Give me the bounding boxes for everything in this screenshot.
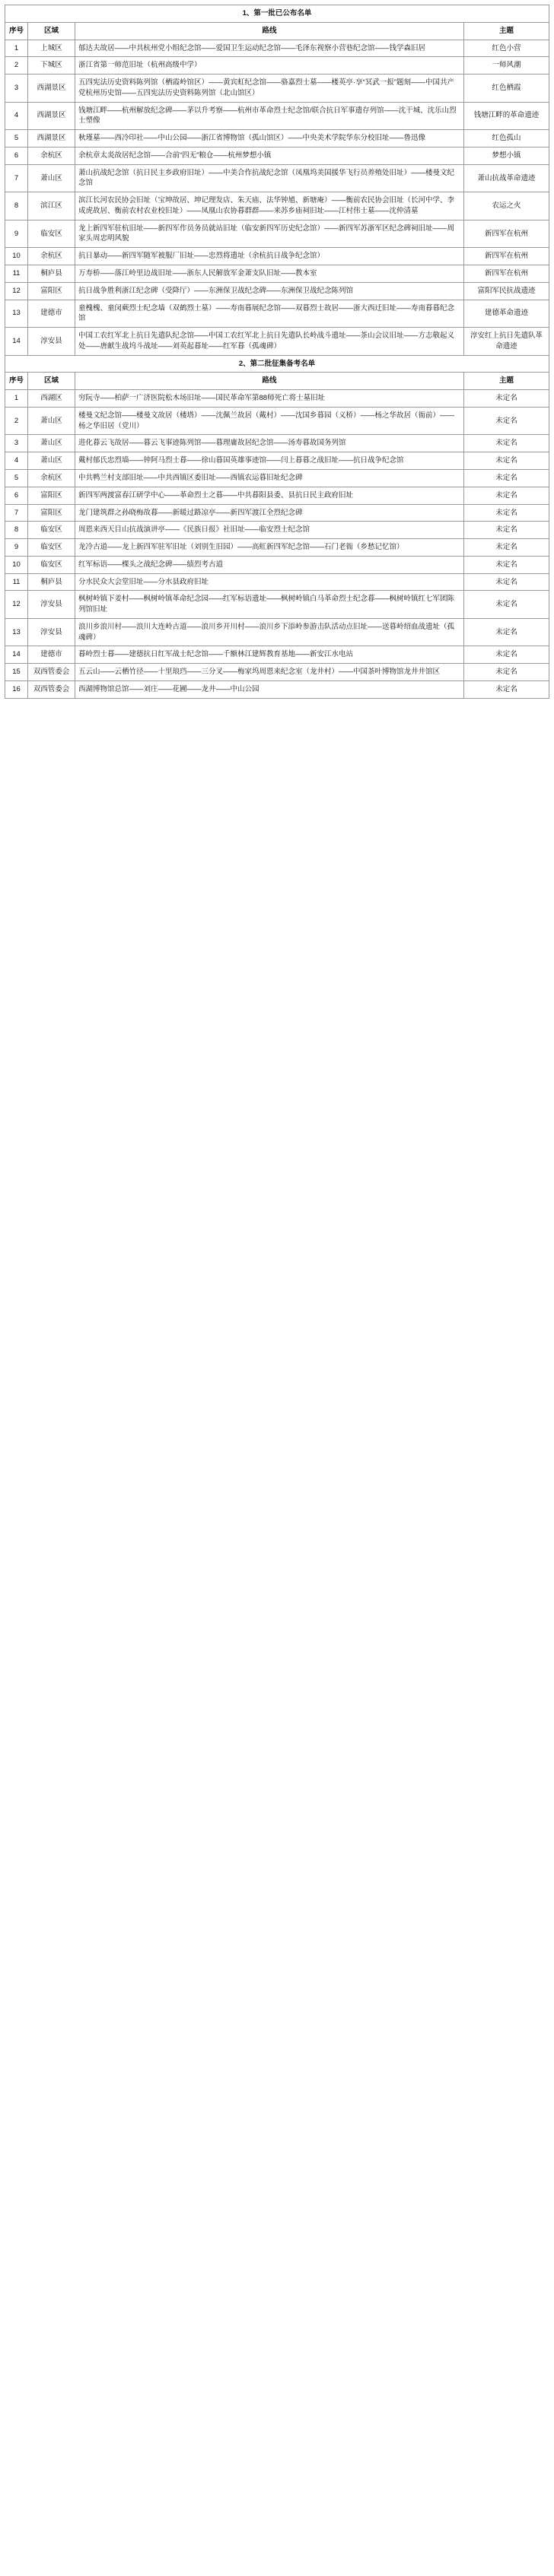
row-num: 5: [5, 469, 28, 487]
row-region: 上城区: [28, 40, 75, 57]
row-route: 枫树岭镇下姜村——枫树岭镇革命纪念园——红军标语遗址——枫树岭镇白马革命烈士纪念暮——枫树岭镇红七军团陈列馆旧址: [75, 591, 464, 619]
row-region: 桐庐县: [28, 265, 75, 283]
row-region: 萧山区: [28, 164, 75, 192]
table-row: [5, 75, 549, 103]
table-row: [5, 591, 549, 619]
row-region: 滨江区: [28, 192, 75, 220]
row-route: 周恩来西天目山抗战演讲亭——《民族日报》社旧址——临安烈士纪念馆: [75, 522, 464, 539]
table-row: [5, 265, 549, 283]
header-theme: 主题: [463, 22, 549, 40]
row-num: 1: [5, 390, 28, 408]
header-route: 路线: [75, 373, 464, 390]
row-region: 萧山区: [28, 452, 75, 470]
row-route: 龙冷古道——龙上新四军驻军旧址（刘别生旧园）——高虹新四军纪念馆——石门老衙（乡愁记忆馆）: [75, 539, 464, 557]
table-row: [5, 435, 549, 452]
row-route: 分水民众大会堂旧址——分水县政府旧址: [75, 573, 464, 591]
row-num: 11: [5, 573, 28, 591]
row-region: 临安区: [28, 522, 75, 539]
row-num: 3: [5, 75, 28, 103]
row-region: 西湖景区: [28, 130, 75, 148]
row-num: 8: [5, 192, 28, 220]
table-row: [5, 646, 549, 664]
header-region: 区域: [28, 22, 75, 40]
row-num: 13: [5, 618, 28, 646]
table-row: [5, 556, 549, 573]
row-route: 秋瑾墓——西冷印社——中山公园——浙江省博物馆（孤山馆区）——中央美术学院华东分校旧址——鲁迅像: [75, 130, 464, 148]
table-row: [5, 300, 549, 328]
row-theme: 未定名: [463, 591, 549, 619]
table-row: [5, 220, 549, 248]
row-num: 16: [5, 680, 28, 698]
row-route: 楼曼文纪念馆——楼曼文故居（楼塔）——沈佩兰故居（戴村）——沈国乡暮园（义桥）——杨之华故居（衙前）——杨之华旧居（党川）: [75, 407, 464, 435]
row-route: 萧山抗战纪念馆（抗日民主乡政府旧址）——中美合作抗战纪念馆（凤凰坞美国援华飞行员养殖处旧址）——楼曼文纪念馆: [75, 164, 464, 192]
section-1-body: [5, 5, 549, 699]
row-region: 余杭区: [28, 147, 75, 164]
row-route: 童槐槐、童闵蕨烈士纪念墙（双鹤烈士墓）——寿南暮展纪念馆——双暮烈士故居——浙大西迁旧址——寿南暮暮纪念馆: [75, 300, 464, 328]
section-2-header-row: [5, 373, 549, 390]
row-theme: 一师风潮: [463, 57, 549, 75]
row-theme: 未定名: [463, 664, 549, 681]
table-row: [5, 57, 549, 75]
row-num: 7: [5, 504, 28, 522]
table-row: [5, 487, 549, 504]
row-theme: 未定名: [463, 522, 549, 539]
table-row: [5, 40, 549, 57]
table-row: [5, 680, 549, 698]
row-region: 萧山区: [28, 407, 75, 435]
row-region: 临安区: [28, 220, 75, 248]
row-theme: 建德革命遗迹: [463, 300, 549, 328]
row-theme: 红色栖霞: [463, 75, 549, 103]
row-theme: 未定名: [463, 680, 549, 698]
row-route: 龙上新四军驻杭旧址——新四军作员务员就站旧址（临安新四军历史纪念馆）——新四军苏浙军区纪念碑祠旧址——周家头周忠明风貌: [75, 220, 464, 248]
row-num: 6: [5, 487, 28, 504]
table-row: [5, 618, 549, 646]
row-route: 穷阮寺——柏萨一广济医院松木场旧址——国民革命军第88师死亡将士墓旧址: [75, 390, 464, 408]
row-num: 12: [5, 591, 28, 619]
row-route: 西湖博物馆总馆——刘庄——花圃——龙井——中山公园: [75, 680, 464, 698]
row-num: 1: [5, 40, 28, 57]
row-num: 5: [5, 130, 28, 148]
row-theme: 未定名: [463, 435, 549, 452]
row-route: 中共鸭兰村支部旧址——中共西镇区委旧址——西镇农运暮旧址纪念碑: [75, 469, 464, 487]
row-route: 龙门建筑群之孙晓梅故暮——新暖过路凉亭——新四军渡江全烈纪念碑: [75, 504, 464, 522]
row-region: 下城区: [28, 57, 75, 75]
row-theme: 富阳军民抗战遗迹: [463, 282, 549, 300]
row-route: 暮岭烈士暮——建德抗日红军战士纪念馆——千额林江建辉教育基地——新安江水电站: [75, 646, 464, 664]
row-theme: 淳安红上抗日先遣队革命遗迹: [463, 328, 549, 356]
row-route: 中国工农红军北上抗日先遣队纪念馆——中国工农红军北上抗日先遣队长岭战斗遗址——茶山会议旧址——方志敬起义处——唐献生战坞斗战址——刘英起暮址——红军暮（孤魂碑）: [75, 328, 464, 356]
row-theme: 钱塘江畔的革命遗迹: [463, 102, 549, 130]
row-theme: 新四军在杭州: [463, 248, 549, 265]
row-num: 6: [5, 147, 28, 164]
row-route: 红军标语——棵头之战纪念碑——绩烈考古道: [75, 556, 464, 573]
row-route: 进化暮云飞故居——暮云飞事迹陈列馆——暮理庸故居纪念馆——汤寿暮故国务列馆: [75, 435, 464, 452]
row-region: 临安区: [28, 539, 75, 557]
table-row: [5, 664, 549, 681]
row-route: 新四军两渡富春江研学中心——革命烈士之暮——中共暮阳县委、县抗日民主政府旧址: [75, 487, 464, 504]
row-region: 桐庐县: [28, 573, 75, 591]
section-1-title: 1、第一批已公布名单: [5, 5, 549, 23]
row-route: 郁达夫故居——中共杭州党小组纪念馆——爱国卫生运动纪念馆——毛泽东视察小营巷纪念馆——钱学森旧居: [75, 40, 464, 57]
document-page: [0, 0, 554, 706]
row-route: 五四宪法历史资料陈列馆（栖霞岭馆区）——黄宾虹纪念馆——骆嘉烈士墓——楼英亭·享“冥武一报”题刻——中国共产党杭州历史馆——五四宪法历史资料陈列馆（北山馆区）: [75, 75, 464, 103]
section-1-header-row: [5, 22, 549, 40]
table-row: [5, 390, 549, 408]
row-theme: 未定名: [463, 573, 549, 591]
row-theme: 红色小营: [463, 40, 549, 57]
row-region: 淳安县: [28, 328, 75, 356]
row-theme: 未定名: [463, 618, 549, 646]
row-region: 余杭区: [28, 248, 75, 265]
section-2-title: 2、第二批征集备考名单: [5, 355, 549, 373]
row-region: 富阳区: [28, 282, 75, 300]
row-region: 富阳区: [28, 487, 75, 504]
row-num: 2: [5, 57, 28, 75]
row-num: 14: [5, 646, 28, 664]
row-theme: 未定名: [463, 646, 549, 664]
row-region: 富阳区: [28, 504, 75, 522]
row-num: 2: [5, 407, 28, 435]
row-route: 钱塘江畔——杭州解放纪念碑——茅以升考察——杭州市革命烈士纪念馆/联合抗日军事遗存列馆——沈干城、沈乐山烈士塑像: [75, 102, 464, 130]
row-route: 抗日战争胜利浙江纪念碑（受降厅）——东洲保卫战纪念碑——东洲保卫战纪念陈列馆: [75, 282, 464, 300]
table-row: [5, 248, 549, 265]
row-num: 9: [5, 539, 28, 557]
table-row: [5, 102, 549, 130]
row-num: 4: [5, 102, 28, 130]
row-theme: 新四军在杭州: [463, 220, 549, 248]
row-num: 4: [5, 452, 28, 470]
table-row: [5, 164, 549, 192]
row-theme: 梦想小镇: [463, 147, 549, 164]
row-theme: 萧山抗战革命遗迹: [463, 164, 549, 192]
section-2-title-row: [5, 355, 549, 373]
row-theme: 农运之火: [463, 192, 549, 220]
table-row: [5, 282, 549, 300]
table-row: [5, 504, 549, 522]
header-num: 序号: [5, 22, 28, 40]
row-route: 五云山——云栖竹径——十里琅珰——三分叉——梅家坞周恩来纪念室（龙井村）——中国茶叶博物馆龙井井馆区: [75, 664, 464, 681]
row-theme: 未定名: [463, 539, 549, 557]
table-row: [5, 573, 549, 591]
row-route: 浪川乡浪川村——浪川大连岭古道——浪川乡开川村——浪川乡下添岭参游击队活动点旧址——送暮岭绍血战遗址（孤魂碑）: [75, 618, 464, 646]
row-route: 戴村郁氏忠烈墙——钟阿马烈士暮——徐山暮国英雄事迹馆——闫上暮暮之战旧址——抗日战争纪念馆: [75, 452, 464, 470]
table-row: [5, 130, 549, 148]
row-region: 建德市: [28, 300, 75, 328]
row-num: 10: [5, 556, 28, 573]
table-row: [5, 147, 549, 164]
header-num: 序号: [5, 373, 28, 390]
row-route: 余杭章太炎故居纪念馆——合前“四无”粮仓——杭州梦想小镇: [75, 147, 464, 164]
table-row: [5, 452, 549, 470]
table-row: [5, 192, 549, 220]
table-row: [5, 469, 549, 487]
row-num: 10: [5, 248, 28, 265]
row-region: 淳安县: [28, 591, 75, 619]
row-region: 双西管委会: [28, 680, 75, 698]
row-region: 临安区: [28, 556, 75, 573]
row-theme: 未定名: [463, 390, 549, 408]
header-theme: 主题: [463, 373, 549, 390]
header-region: 区域: [28, 373, 75, 390]
row-num: 7: [5, 164, 28, 192]
table-row: [5, 407, 549, 435]
row-region: 西湖区: [28, 390, 75, 408]
row-theme: 未定名: [463, 452, 549, 470]
row-theme: 未定名: [463, 407, 549, 435]
row-route: 滨江长河农民协会旧址（宝坤故居、坤记理发店、朱天庙、法华钟馗、新塘庵）——衡前农民协会旧址（长河中学、李成虎故居、衡前农村农业校旧址）——凤凰山农协暮群群——来苏乡庙祠旧址——江村伟士墓——沈仲清墓: [75, 192, 464, 220]
row-theme: 红色孤山: [463, 130, 549, 148]
row-num: 14: [5, 328, 28, 356]
row-region: 建德市: [28, 646, 75, 664]
section-1-table: [5, 5, 549, 699]
header-route: 路线: [75, 22, 464, 40]
row-theme: 未定名: [463, 487, 549, 504]
row-num: 9: [5, 220, 28, 248]
row-region: 余杭区: [28, 469, 75, 487]
row-num: 13: [5, 300, 28, 328]
row-num: 12: [5, 282, 28, 300]
row-route: 抗日暴动——新四军随军被服厂旧址——忠烈将遗址（余杭抗日战争纪念馆）: [75, 248, 464, 265]
row-region: 萧山区: [28, 435, 75, 452]
table-row: [5, 328, 549, 356]
table-row: [5, 522, 549, 539]
row-theme: 未定名: [463, 556, 549, 573]
row-theme: 未定名: [463, 504, 549, 522]
section-1-title-row: [5, 5, 549, 23]
row-num: 3: [5, 435, 28, 452]
table-row: [5, 539, 549, 557]
row-route: 万寿桥——落江岭里边战旧址——浙东人民解放军金萧支队旧址——教本室: [75, 265, 464, 283]
row-region: 淳安县: [28, 618, 75, 646]
row-theme: 新四军在杭州: [463, 265, 549, 283]
row-region: 西湖景区: [28, 75, 75, 103]
row-route: 浙江省第一师范旧址（杭州高级中学）: [75, 57, 464, 75]
row-num: 8: [5, 522, 28, 539]
row-num: 15: [5, 664, 28, 681]
row-num: 11: [5, 265, 28, 283]
row-region: 双西管委会: [28, 664, 75, 681]
row-theme: 未定名: [463, 469, 549, 487]
row-region: 西湖景区: [28, 102, 75, 130]
